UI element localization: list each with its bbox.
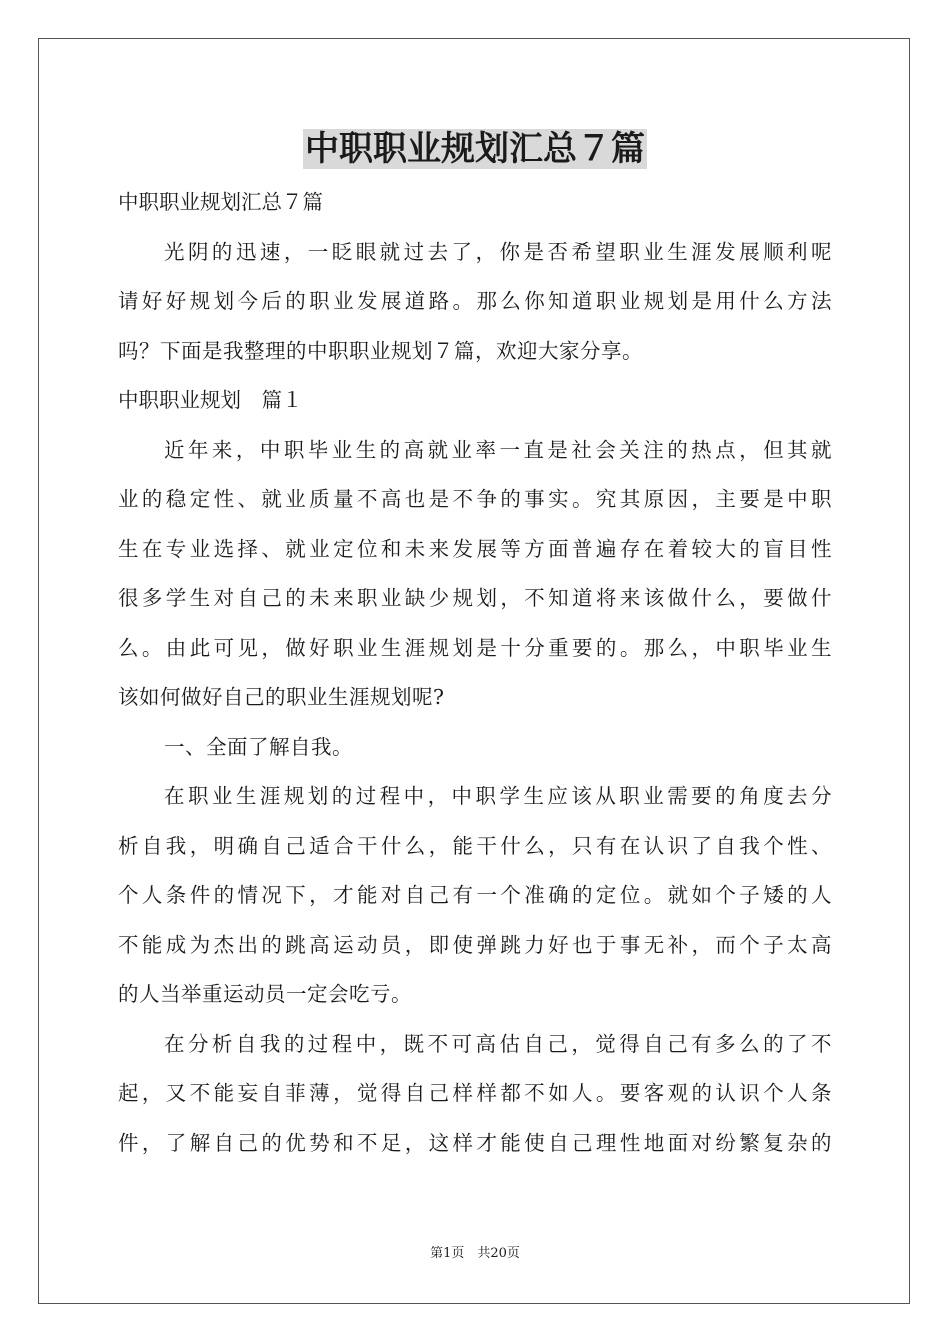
- paragraph-line: 不能成为杰出的跳高运动员，即使弹跳力好也于事无补，而个子太高: [118, 932, 832, 957]
- paragraph-line: 业的稳定性、就业质量不高也是不争的事实。究其原因，主要是中职: [118, 487, 832, 511]
- paragraph-line: 近年来，中职毕业生的高就业率一直是社会关注的热点，但其就: [164, 437, 832, 462]
- paragraph-line: 在分析自我的过程中，既不可高估自己，觉得自己有多么的了不: [164, 1031, 832, 1056]
- paragraph-line: 光阴的迅速，一眨眼就过去了，你是否希望职业生涯发展顺利呢: [164, 239, 832, 264]
- paragraph-line: 请好好规划今后的职业发展道路。那么你知道职业规划是用什么方法: [118, 289, 832, 313]
- paragraph-line: 一、全面了解自我。: [164, 734, 353, 759]
- paragraph-line: 么。由此可见，做好职业生涯规划是十分重要的。那么，中职毕业生: [118, 635, 832, 660]
- section-heading: 中职职业规划汇总７篇: [118, 190, 323, 214]
- paragraph-line: 吗？下面是我整理的中职职业规划７篇，欢迎大家分享。: [118, 338, 643, 363]
- paragraph-line: 生在专业选择、就业定位和未来发展等方面普遍存在着较大的盲目性: [118, 536, 832, 561]
- paragraph-line: 个人条件的情况下，才能对自己有一个准确的定位。就如个子矮的人: [118, 883, 832, 907]
- paragraph-line: 起，又不能妄自菲薄，觉得自己样样都不如人。要客观的认识个人条: [118, 1081, 832, 1105]
- paragraph-line: 该如何做好自己的职业生涯规划呢?: [118, 685, 445, 709]
- paragraph-line: 的人当举重运动员一定会吃亏。: [118, 982, 412, 1006]
- document-body: [118, 178, 832, 1168]
- document-title-text: 中职职业规划汇总７篇: [305, 129, 645, 169]
- section-heading: 中职职业规划 篇１: [118, 388, 303, 412]
- paragraph-line: 件，了解自己的优势和不足，这样才能使自己理性地面对纷繁复杂的: [118, 1130, 832, 1155]
- page-footer: 第1页 共20页: [430, 1246, 520, 1261]
- paragraph-line: 很多学生对自己的未来职业缺少规划，不知道将来该做什么，要做什: [118, 586, 832, 610]
- paragraph-line: 析自我，明确自己适合干什么，能干什么，只有在认识了自我个性、: [118, 833, 832, 858]
- document-title: [0, 126, 950, 172]
- paragraph-line: 在职业生涯规划的过程中，中职学生应该从职业需要的角度去分: [164, 784, 832, 808]
